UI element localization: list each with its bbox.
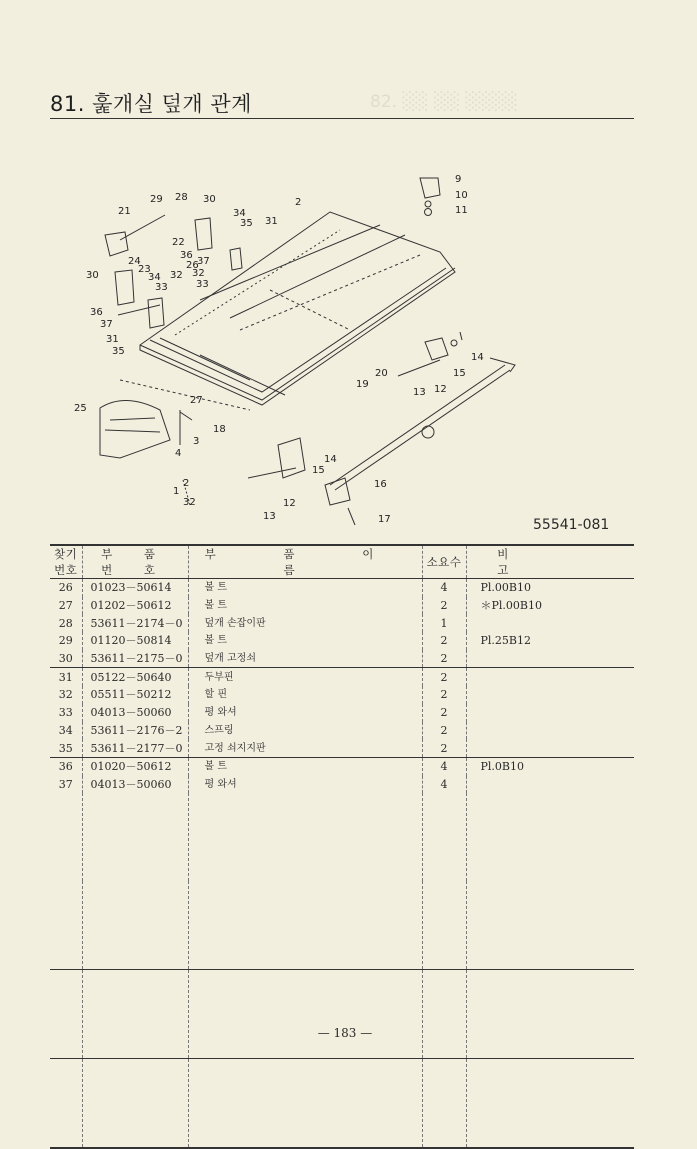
page-number: — 183 —	[317, 1026, 373, 1040]
table-cell	[466, 739, 634, 757]
callout-label: 36	[180, 250, 193, 261]
callout-label: 33	[155, 282, 168, 293]
table-cell: 36	[58, 760, 73, 774]
table-cell: 26	[58, 581, 73, 595]
callout-label: 34	[148, 272, 161, 283]
callout-label: 20	[375, 368, 388, 379]
callout-label: 24	[128, 256, 141, 267]
table-cell: 볼 트	[188, 632, 422, 650]
table-cell	[82, 1059, 188, 1149]
table-cell	[466, 722, 634, 740]
table-cell	[188, 881, 422, 970]
callout-label: 17	[378, 514, 391, 525]
table-cell: 스프링	[188, 722, 422, 740]
table-cell: 2	[422, 686, 466, 704]
table-cell	[188, 970, 422, 1059]
bleed-through-title: 82. ░░ ░░ ░░░░	[370, 92, 518, 112]
callout-label: 15	[453, 368, 466, 379]
callout-label: 10	[455, 190, 468, 201]
table-cell: 29	[58, 634, 73, 648]
callout-label: 30	[203, 194, 216, 205]
callout-label: 1	[173, 486, 180, 497]
table-cell: 덮개 고정쇠	[188, 650, 422, 668]
table-cell: 볼 트	[188, 579, 422, 597]
table-row	[50, 632, 634, 650]
table-cell: 04013－50060	[82, 776, 188, 794]
table-row	[50, 739, 634, 757]
callout-label: 29	[150, 194, 163, 205]
callout-label: 37	[197, 256, 210, 267]
table-cell: 4	[422, 757, 466, 775]
table-cell: 37	[58, 777, 73, 791]
table-cell	[188, 1059, 422, 1149]
table-cell	[422, 881, 466, 970]
table-cell	[50, 881, 82, 970]
table-cell	[50, 1059, 82, 1149]
table-cell: 4	[422, 776, 466, 794]
callout-label: 19	[356, 379, 369, 390]
header-qty: 소요수	[422, 545, 466, 579]
header-remarks: 비 고	[466, 545, 634, 579]
table-cell: 1	[422, 614, 466, 632]
callout-label: 12	[283, 498, 296, 509]
callout-label: 15	[312, 465, 325, 476]
table-cell: 04013－50060	[82, 704, 188, 722]
table-cell	[50, 970, 82, 1059]
table-row-empty	[50, 881, 634, 970]
table-cell: 53611－2174－0	[82, 614, 188, 632]
table-row	[50, 757, 634, 775]
table-cell: 2	[422, 650, 466, 668]
table-cell: 05511－50212	[82, 686, 188, 704]
table-cell: Pl.0B10	[466, 757, 634, 775]
header-part-name: 부 품 이 름	[188, 545, 422, 579]
table-cell	[188, 793, 422, 881]
table-cell: 2	[422, 668, 466, 686]
callout-label: 32	[183, 497, 196, 508]
table-cell	[466, 668, 634, 686]
table-row	[50, 650, 634, 668]
table-cell	[466, 793, 634, 881]
diagram-code: 55541-081	[533, 517, 610, 533]
table-row	[50, 686, 634, 704]
callout-label: 21	[118, 206, 131, 217]
callout-label: 32	[192, 268, 205, 279]
exploded-parts-diagram	[0, 140, 697, 540]
callout-label: 33	[196, 279, 209, 290]
table-cell	[466, 650, 634, 668]
table-cell: 32	[58, 688, 73, 702]
header-ref-no: 찾기 번호	[50, 545, 82, 579]
table-cell: 2	[422, 722, 466, 740]
table-cell: 53611－2176－2	[82, 722, 188, 740]
table-cell: 두부핀	[188, 668, 422, 686]
callout-label: 32	[170, 270, 183, 281]
side-guard	[100, 400, 170, 458]
table-cell: 05122－50640	[82, 668, 188, 686]
table-cell	[466, 686, 634, 704]
table-cell: Pl.00B10	[466, 579, 634, 597]
callout-label: 13	[413, 387, 426, 398]
table-cell: 2	[422, 597, 466, 615]
table-cell: 2	[422, 739, 466, 757]
table-cell	[50, 793, 82, 881]
callout-label: 35	[112, 346, 125, 357]
callout-label: 16	[374, 479, 387, 490]
table-cell	[422, 793, 466, 881]
table-cell: ＊Pl.00B10	[466, 597, 634, 615]
table-cell: 53611－2177－0	[82, 739, 188, 757]
table-cell	[82, 970, 188, 1059]
callout-label: 14	[324, 454, 337, 465]
callout-label: 31	[106, 334, 119, 345]
callout-label: 3	[193, 436, 200, 447]
table-cell: 33	[58, 706, 73, 720]
table-cell: 35	[50, 739, 82, 757]
table-row-empty	[50, 1059, 634, 1149]
table-cell: 4	[422, 579, 466, 597]
table-header-row	[50, 545, 634, 579]
callout-label: 36	[90, 307, 103, 318]
table-cell: 2	[422, 704, 466, 722]
table-row-empty	[50, 793, 634, 881]
table-cell: 53611－2175－0	[82, 650, 188, 668]
callout-label: 18	[213, 424, 226, 435]
table-row	[50, 579, 634, 597]
table-cell: 28	[58, 616, 73, 630]
callout-label: 9	[455, 174, 462, 185]
table-cell: 덮개 손잡이판	[188, 614, 422, 632]
table-cell: 01023－50614	[82, 579, 188, 597]
table-cell: 고정 쇠지지판	[188, 739, 422, 757]
table-cell: 01020－50612	[82, 757, 188, 775]
table-cell: 30	[50, 650, 82, 668]
table-cell: 평 와셔	[188, 776, 422, 794]
callout-label: 22	[172, 237, 185, 248]
callout-label: 35	[240, 218, 253, 229]
table-row	[50, 704, 634, 722]
table-cell	[422, 970, 466, 1059]
callout-label: 25	[74, 403, 87, 414]
callout-label: 30	[86, 270, 99, 281]
parts-table	[50, 544, 634, 1149]
table-cell	[82, 793, 188, 881]
table-row	[50, 668, 634, 686]
table-cell: 2	[422, 632, 466, 650]
table-cell	[466, 776, 634, 794]
title-rule	[50, 118, 634, 119]
table-cell	[82, 881, 188, 970]
table-cell: 01202－50612	[82, 597, 188, 615]
table-cell: 34	[58, 723, 73, 737]
callout-label: 26	[186, 260, 199, 271]
callout-label: 27	[190, 395, 203, 406]
callout-label: 11	[455, 205, 468, 216]
table-row	[50, 614, 634, 632]
table-cell	[466, 1059, 634, 1149]
header-part-no: 부 품 번 호	[82, 545, 188, 579]
callout-label: 28	[175, 192, 188, 203]
table-row	[50, 597, 634, 615]
table-row	[50, 776, 634, 794]
callout-label: 4	[175, 448, 182, 459]
table-cell: 01120－50814	[82, 632, 188, 650]
callout-label: 12	[434, 384, 447, 395]
callout-label: 13	[263, 511, 276, 522]
table-cell	[466, 970, 634, 1059]
table-cell	[466, 614, 634, 632]
callout-label: 2	[295, 197, 302, 208]
table-cell	[466, 704, 634, 722]
callout-label: 14	[471, 352, 484, 363]
table-cell	[466, 881, 634, 970]
callout-label: 31	[265, 216, 278, 227]
callout-label: 23	[138, 264, 151, 275]
table-cell: 평 와셔	[188, 704, 422, 722]
table-cell: 할 핀	[188, 686, 422, 704]
table-cell: Pl.25B12	[466, 632, 634, 650]
callout-label: 2	[183, 478, 190, 489]
page-title: 81. 훑개실 덮개 관계	[50, 92, 252, 116]
table-cell: 27	[58, 599, 73, 613]
table-cell: 31	[58, 670, 73, 684]
table-row-empty	[50, 970, 634, 1059]
callout-label: 34	[233, 208, 246, 219]
table-row	[50, 722, 634, 740]
table-cell: 볼 트	[188, 597, 422, 615]
callout-label: 37	[100, 319, 113, 330]
table-cell: 볼 트	[188, 757, 422, 775]
table-cell	[422, 1059, 466, 1149]
